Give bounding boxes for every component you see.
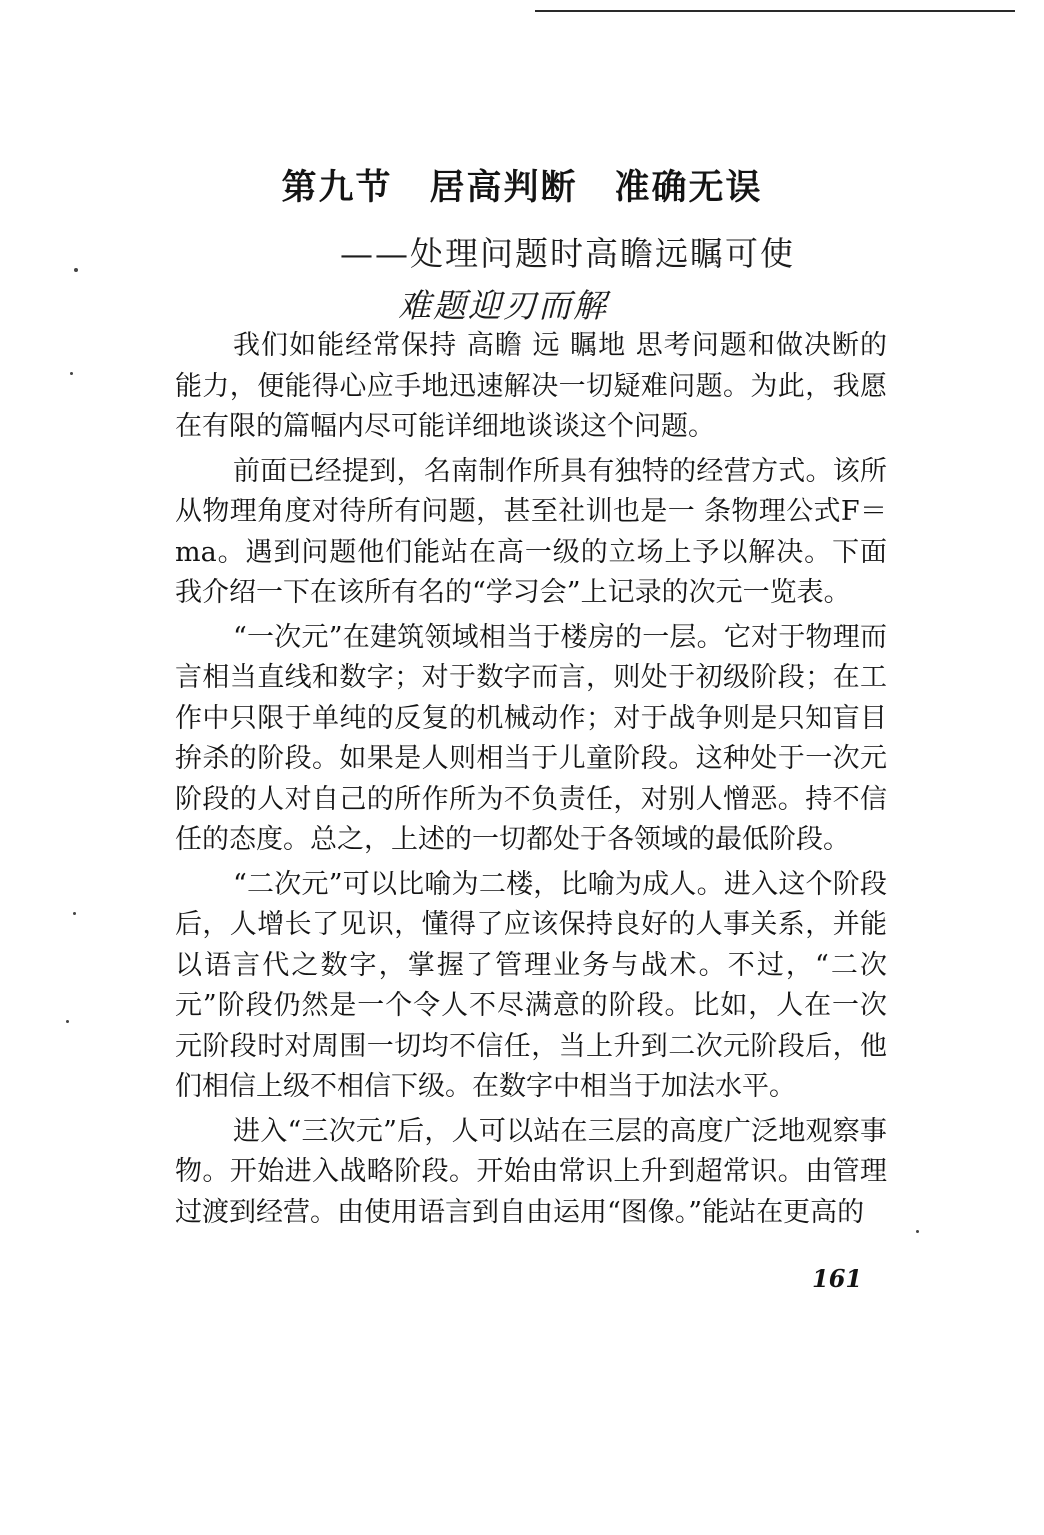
section-title: 第九节 居高判断 准确无误 [281,168,763,208]
scan-speck [70,372,73,375]
body-text [175,326,887,1237]
page-number: 161 [812,1264,863,1293]
paragraph: 进入“三次元”后，人可以站在三层的高度广泛地观察事物。开始进入战略阶段。开始由常识上升到超常识。由管理过渡到经营。由使用语言到自由运用“图像。”能站在更高的 [175,1115,887,1228]
top-rule [535,10,1015,12]
scan-speck [916,1230,919,1233]
paragraph: “二次元”可以比喻为二楼，比喻为成人。进入这个阶段后，人增长了见识，懂得了应该保持良好的人事关系，并能以语言代之数字，掌握了管理业务与战术。不过，“二次元”阶段仍然是一个令人不尽满意的阶段。比如，人在一次元阶段时对周围一切均不信任，当上升到二次元阶段后，他们相信上级不相信下级。在数字中相当于加法水平。 [175,868,887,1102]
scan-speck [73,912,76,915]
paragraph: “一次元”在建筑领域相当于楼房的一层。它对于物理而言相当直线和数字；对于数字而言，则处于初级阶段；在工作中只限于单纯的反复的机械动作；对于战争则是只知盲目拚杀的阶段。如果是人则相当于儿童阶段。这种处于一次元阶段的人对自己的所作所为不负责任，对别人憎恶。持不信任的态度。总之，上述的一切都处于各领域的最低阶段。 [175,621,887,855]
subtitle-line-1: ——处理问题时高瞻远瞩可使 [340,234,795,273]
subtitle-line-2: 难题迎刃而解 [398,286,608,325]
paragraph: 前面已经提到，名南制作所具有独特的经营方式。该所从物理角度对待所有问题，甚至社训也是一 条物理公式F＝ma。遇到问题他们能站在高一级的立场上予以解决。下面我介绍一下在该所有名的“学习会”上记录的次元一览表。 [175,455,887,608]
scan-speck [66,1020,69,1023]
paragraph: 我们如能经常保持 高瞻 远 瞩地 思考问题和做决断的能力，便能得心应手地迅速解决一切疑难问题。为此，我愿在有限的篇幅内尽可能详细地谈谈这个问题。 [175,330,887,442]
